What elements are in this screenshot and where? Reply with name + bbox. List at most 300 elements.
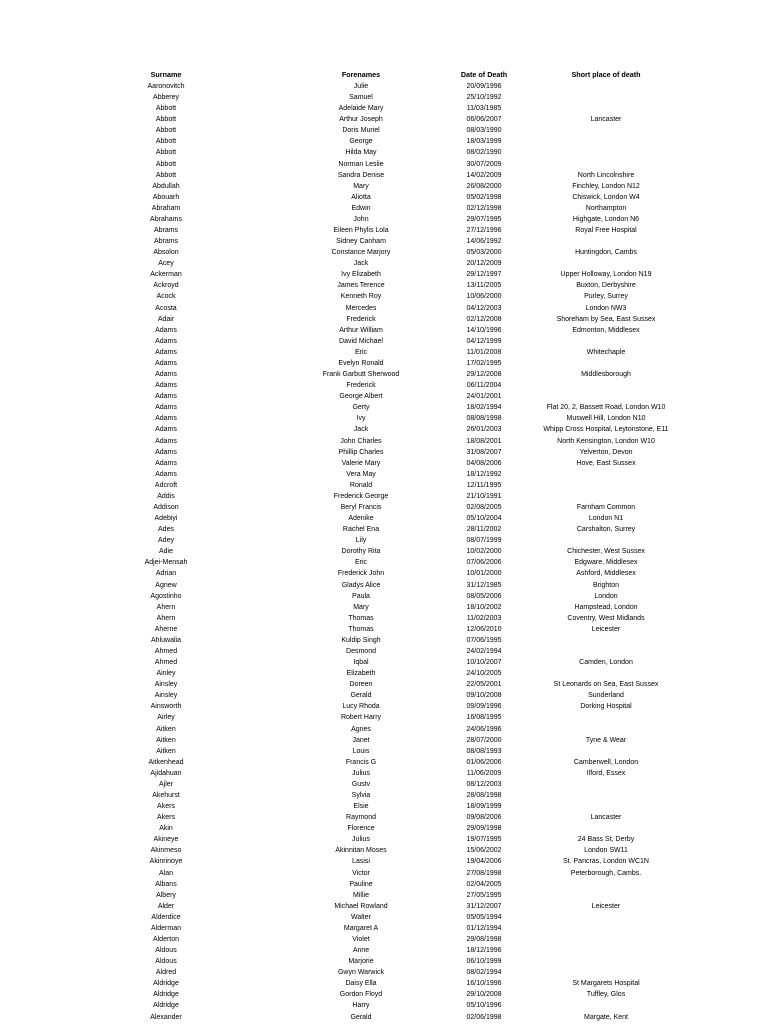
place-of-death-cell: Whitechaple xyxy=(586,348,626,356)
place-of-death-cell: Edgware, Middlesex xyxy=(574,559,638,567)
place-of-death-cell: Whipp Cross Hospital, Leytonstone, E11 xyxy=(543,426,669,434)
table-row xyxy=(0,347,768,358)
table-row xyxy=(0,402,768,413)
forenames-cell: Mary xyxy=(353,603,369,611)
table-row xyxy=(0,668,768,679)
date-of-death-cell: 30/07/2009 xyxy=(466,160,502,168)
forenames-cell: Desmond xyxy=(346,647,376,655)
table-row xyxy=(0,546,768,557)
table-row xyxy=(0,314,768,325)
table-row xyxy=(0,81,768,92)
place-of-death-cell: Margate, Kent xyxy=(584,1013,628,1021)
date-of-death-cell: 16/08/1995 xyxy=(466,714,502,722)
forenames-cell: Julie xyxy=(353,83,369,90)
surname-cell: Adams xyxy=(155,393,177,401)
forenames-cell: Gordon Floyd xyxy=(339,991,383,999)
date-of-death-cell: 07/06/2006 xyxy=(466,559,502,567)
surname-cell: Adams xyxy=(155,337,177,345)
date-of-death-cell: 18/08/2001 xyxy=(466,437,502,445)
surname-cell: Alan xyxy=(158,869,174,877)
table-body xyxy=(0,81,768,1023)
date-of-death-cell: 13/11/2005 xyxy=(466,282,502,290)
surname-cell: Abrams xyxy=(153,238,179,246)
date-of-death-cell: 31/12/2007 xyxy=(466,902,502,910)
date-of-death-cell: 18/10/2002 xyxy=(466,603,502,611)
forenames-cell: Edwin xyxy=(351,204,371,212)
table-row xyxy=(0,856,768,867)
date-of-death-cell: 21/10/1991 xyxy=(466,492,502,500)
surname-cell: Aitken xyxy=(156,736,176,744)
table-row xyxy=(0,735,768,746)
forenames-cell: Lily xyxy=(355,537,367,545)
surname-cell: Adams xyxy=(155,371,177,379)
date-of-death-cell: 18/09/1999 xyxy=(466,803,502,811)
forenames-cell: Ronald xyxy=(349,481,373,489)
surname-cell: Ajidahuan xyxy=(150,769,182,777)
forenames-cell: Violet xyxy=(352,936,370,944)
place-of-death-cell: Northampton xyxy=(585,204,627,212)
table-row xyxy=(0,912,768,923)
table-row xyxy=(0,845,768,856)
table-row xyxy=(0,978,768,989)
table-row xyxy=(0,181,768,192)
surname-cell: Aldous xyxy=(155,947,177,955)
date-of-death-cell: 11/01/2008 xyxy=(466,348,502,356)
forenames-cell: Dorothy Rita xyxy=(341,548,381,556)
date-of-death-cell: 22/05/2001 xyxy=(466,681,502,689)
place-of-death-cell: Muswell Hill, London N10 xyxy=(566,415,646,423)
date-of-death-cell: 31/12/1985 xyxy=(466,581,502,589)
place-of-death-cell: Lancaster xyxy=(590,116,622,124)
table-row xyxy=(0,269,768,280)
table-row xyxy=(0,646,768,657)
surname-cell: Albans xyxy=(155,880,177,888)
date-of-death-cell: 06/11/2004 xyxy=(466,382,502,390)
surname-cell: Ahern xyxy=(156,603,176,611)
forenames-cell: Adelaide Mary xyxy=(338,105,384,113)
date-of-death-cell: 14/10/1996 xyxy=(466,326,502,334)
table-row xyxy=(0,214,768,225)
forenames-cell: Mary xyxy=(353,182,369,190)
table-row xyxy=(0,380,768,391)
table-row xyxy=(0,491,768,502)
forenames-cell: Doris Muriel xyxy=(342,127,380,135)
forenames-cell: Adenike xyxy=(348,515,374,523)
table-row xyxy=(0,1000,768,1011)
table-row xyxy=(0,768,768,779)
date-of-death-cell: 08/02/1994 xyxy=(466,969,502,977)
surname-cell: Aldred xyxy=(155,969,177,977)
surname-cell: Adcroft xyxy=(154,481,178,489)
place-of-death-cell: Sunderland xyxy=(588,692,624,700)
table-row xyxy=(0,989,768,1000)
date-of-death-cell: 09/10/2008 xyxy=(466,692,502,700)
table-row xyxy=(0,170,768,181)
date-of-death-cell: 14/06/1992 xyxy=(466,238,502,246)
surname-cell: Aherne xyxy=(154,625,178,633)
place-of-death-cell: London N1 xyxy=(588,515,624,523)
table-row xyxy=(0,790,768,801)
forenames-cell: Hilda May xyxy=(345,149,377,157)
surname-cell: Ades xyxy=(158,526,174,534)
forenames-cell: Phillip Charles xyxy=(338,448,384,456)
table-row xyxy=(0,258,768,269)
place-of-death-cell: Finchley, London N12 xyxy=(572,182,640,190)
date-of-death-cell: 01/12/1994 xyxy=(466,924,502,932)
forenames-cell: Frederick xyxy=(346,382,376,390)
forenames-cell: Jack xyxy=(353,426,369,434)
table-row xyxy=(0,834,768,845)
forenames-cell: Arthur Joseph xyxy=(339,116,383,124)
forenames-cell: Gladys Alice xyxy=(341,581,381,589)
date-of-death-cell: 24/10/2005 xyxy=(466,670,502,678)
forenames-cell: Frederick John xyxy=(337,570,385,578)
place-of-death-cell: Yelverton, Devon xyxy=(579,448,633,456)
surname-cell: Adams xyxy=(155,448,177,456)
forenames-cell: Constance Marjory xyxy=(331,249,391,257)
surname-cell: Ackerman xyxy=(150,271,182,279)
table-row xyxy=(0,812,768,823)
date-of-death-cell: 09/08/2006 xyxy=(466,814,502,822)
forenames-cell: Sandra Denise xyxy=(337,171,385,179)
place-of-death-cell: Farnham Common xyxy=(576,503,636,511)
date-of-death-cell: 05/10/2004 xyxy=(466,515,502,523)
table-row xyxy=(0,291,768,302)
place-of-death-cell: Leicester xyxy=(591,902,621,910)
place-of-death-cell: Carshalton, Surrey xyxy=(576,526,636,534)
date-of-death-cell: 10/10/2007 xyxy=(466,659,502,667)
date-of-death-cell: 19/04/2006 xyxy=(466,858,502,866)
surname-cell: Acock xyxy=(156,293,176,301)
surname-header: Surname xyxy=(150,70,182,79)
date-of-death-cell: 29/10/2008 xyxy=(466,991,502,999)
date-of-death-cell: 31/08/2007 xyxy=(466,448,502,456)
table-row xyxy=(0,635,768,646)
place-of-death-cell: London SW11 xyxy=(584,847,628,855)
place-of-death-cell: Shoreham by Sea, East Sussex xyxy=(556,315,656,323)
date-of-death-cell: 20/09/1996 xyxy=(466,83,502,90)
date-of-death-cell: 12/06/2010 xyxy=(466,625,502,633)
date-of-death-cell: 05/02/1998 xyxy=(466,193,502,201)
forenames-cell: Gerald xyxy=(350,1013,372,1021)
place-of-death-cell: Tuffley, Glos xyxy=(586,991,626,999)
forenames-cell: Gerty xyxy=(352,404,370,412)
surname-cell: Adair xyxy=(157,315,175,323)
forenames-cell: Raymond xyxy=(346,814,376,822)
forenames-cell: Aliotta xyxy=(351,193,371,201)
table-row xyxy=(0,823,768,834)
table-row xyxy=(0,657,768,668)
surname-cell: Ajler xyxy=(158,780,174,788)
forenames-cell: Vera May xyxy=(346,470,376,478)
table-row xyxy=(0,458,768,469)
forenames-cell: Harry xyxy=(352,1002,370,1010)
forenames-cell: Elsie xyxy=(353,803,369,811)
surname-cell: Abrams xyxy=(153,227,179,235)
date-of-death-cell: 18/12/1996 xyxy=(466,947,502,955)
date-of-death-cell: 10/02/2000 xyxy=(466,548,502,556)
table-row xyxy=(0,436,768,447)
place-of-death-cell: Hove, East Sussex xyxy=(576,459,636,467)
surname-cell: Abbott xyxy=(155,171,177,179)
forenames-cell: Gustv xyxy=(351,780,371,788)
date-of-death-cell: 05/03/2000 xyxy=(466,249,502,257)
table-row xyxy=(0,325,768,336)
date-of-death-cell: 06/10/1999 xyxy=(466,958,502,966)
date-of-death-cell: 06/06/2007 xyxy=(466,116,502,124)
date-of-death-cell: 28/11/2002 xyxy=(466,526,502,534)
surname-cell: Agostinho xyxy=(150,592,182,600)
surname-cell: Aldridge xyxy=(153,980,179,988)
table-row xyxy=(0,192,768,203)
date-of-death-cell: 12/11/1995 xyxy=(466,481,502,489)
place-of-death-cell: Hampstead, London xyxy=(574,603,638,611)
table-row xyxy=(0,779,768,790)
place-of-death-cell: London xyxy=(594,592,618,600)
date-of-death-cell: 28/07/2000 xyxy=(466,736,502,744)
place-of-death-cell: Dorking Hospital xyxy=(580,703,632,711)
place-of-death-cell: Brighton xyxy=(592,581,620,589)
date-of-death-cell: 19/07/1995 xyxy=(466,836,502,844)
date-of-death-cell: 07/06/1995 xyxy=(466,636,502,644)
surname-cell: Aaronovitch xyxy=(147,83,185,90)
date-of-death-cell: 24/01/2001 xyxy=(466,393,502,401)
surname-cell: Adrian xyxy=(155,570,177,578)
place-of-death-cell: Tyne & Wear xyxy=(585,736,627,744)
forenames-cell: Frederick George xyxy=(333,492,389,500)
surname-cell: Aitken xyxy=(156,747,176,755)
date-of-death-cell: 29/07/1995 xyxy=(466,215,502,223)
forenames-cell: Marjorie xyxy=(348,958,374,966)
forenames-cell: Eric xyxy=(354,348,368,356)
place-of-death-cell: Highgate, London N6 xyxy=(572,215,640,223)
date-of-death-cell: 05/05/1994 xyxy=(466,913,502,921)
date-of-death-cell: 10/06/2000 xyxy=(466,293,502,301)
date-of-death-cell: 04/12/2003 xyxy=(466,304,502,312)
table-row xyxy=(0,358,768,369)
forenames-cell: Jack xyxy=(353,260,369,268)
surname-cell: Ainsley xyxy=(154,692,178,700)
table-row xyxy=(0,336,768,347)
table-row xyxy=(0,701,768,712)
forenames-cell: Millie xyxy=(353,891,369,899)
place-of-death-cell: Camden, London xyxy=(579,659,633,667)
forenames-cell: Julius xyxy=(352,769,370,777)
place-of-death-cell: Leicester xyxy=(591,625,621,633)
surname-cell: Absolon xyxy=(153,249,179,257)
table-row xyxy=(0,513,768,524)
date-of-death-cell: 02/12/1998 xyxy=(466,204,502,212)
date-of-death-cell: 15/06/2002 xyxy=(466,847,502,855)
table-row xyxy=(0,757,768,768)
surname-cell: Adams xyxy=(155,326,177,334)
table-row xyxy=(0,225,768,236)
forenames-cell: Eileen Phylis Lola xyxy=(333,227,389,235)
date-of-death-cell: 02/12/2008 xyxy=(466,315,502,323)
surname-cell: Abberey xyxy=(152,94,180,102)
forenames-cell: George Albert xyxy=(339,393,383,401)
date-of-death-cell: 28/08/1998 xyxy=(466,792,502,799)
table-row xyxy=(0,391,768,402)
surname-cell: Aldous xyxy=(155,958,177,966)
surname-cell: Akers xyxy=(157,803,175,811)
table-row xyxy=(0,125,768,136)
place-of-death-cell: 24 Bass St, Derby xyxy=(577,836,635,844)
table-row xyxy=(0,203,768,214)
table-row xyxy=(0,92,768,103)
forenames-cell: Robert Harry xyxy=(340,714,382,722)
forenames-cell: Evelyn Ronald xyxy=(338,359,384,367)
date-of-death-cell: 08/12/2003 xyxy=(466,780,502,788)
table-row xyxy=(0,624,768,635)
surname-cell: Ainsworth xyxy=(150,703,182,711)
date-of-death-cell: 14/02/2009 xyxy=(466,171,502,179)
table-row xyxy=(0,502,768,513)
table-row xyxy=(0,159,768,170)
forenames-cell: Pauline xyxy=(349,880,373,888)
forenames-cell: Arthur William xyxy=(339,326,383,334)
table-row xyxy=(0,303,768,314)
forenames-cell: Frank Garbutt Sherwood xyxy=(322,371,400,379)
date-of-death-cell: 29/09/1998 xyxy=(466,825,502,833)
forenames-cell: Frederick xyxy=(346,315,376,323)
place-of-death-cell: Camberwell, London xyxy=(573,758,639,766)
forenames-cell: Lucy Rhoda xyxy=(342,703,380,711)
forenames-cell: Louis xyxy=(352,747,370,755)
date-of-death-header: Date of Death xyxy=(460,70,508,79)
table-row xyxy=(0,447,768,458)
surname-cell: Aldridge xyxy=(153,991,179,999)
surname-cell: Adebiyi xyxy=(154,515,178,523)
surname-cell: Ackroyd xyxy=(153,282,179,290)
table-row xyxy=(0,147,768,158)
forenames-cell: David Michael xyxy=(339,337,383,345)
table-row xyxy=(0,568,768,579)
surname-cell: Akineye xyxy=(153,836,179,844)
surname-cell: Abbott xyxy=(155,127,177,135)
forenames-cell: Elizabeth xyxy=(346,670,376,678)
date-of-death-cell: 29/12/1997 xyxy=(466,271,502,279)
table-row xyxy=(0,280,768,291)
forenames-cell: Lasisi xyxy=(352,858,370,866)
forenames-cell: Kuldip Singh xyxy=(341,636,381,644)
forenames-cell: John Charles xyxy=(340,437,382,445)
place-of-death-cell: North Kensington, London W10 xyxy=(557,437,655,445)
table-row xyxy=(0,613,768,624)
place-of-death-header: Short place of death xyxy=(571,70,641,79)
date-of-death-cell: 10/01/2000 xyxy=(466,570,502,578)
forenames-cell: Gwyn Warwick xyxy=(337,969,385,977)
forenames-header: Forenames xyxy=(341,70,381,79)
surname-cell: Akinmeso xyxy=(150,847,182,855)
forenames-cell: Norman Leslie xyxy=(338,160,384,168)
forenames-cell: Paula xyxy=(352,592,370,600)
table-row xyxy=(0,1012,768,1023)
place-of-death-cell: Coventry, West Midlands xyxy=(567,614,645,622)
surname-cell: Albery xyxy=(156,891,176,899)
death-register-table xyxy=(0,69,768,1023)
forenames-cell: Sidney Canham xyxy=(336,238,386,246)
forenames-cell: Kenneth Roy xyxy=(340,293,382,301)
forenames-cell: Julius xyxy=(352,836,370,844)
place-of-death-cell: Middlesborough xyxy=(581,371,631,379)
place-of-death-cell: St. Pancras, London WC1N xyxy=(563,858,649,866)
forenames-cell: Beryl Francis xyxy=(340,503,382,511)
date-of-death-cell: 25/10/1992 xyxy=(466,94,502,102)
place-of-death-cell: Ilford, Essex xyxy=(586,769,626,777)
surname-cell: Ahluwalia xyxy=(151,636,181,644)
table-row xyxy=(0,114,768,125)
place-of-death-cell: Upper Holloway, London N19 xyxy=(560,271,652,279)
forenames-cell: Francis G xyxy=(345,758,377,766)
place-of-death-cell: Huntingdon, Cambs xyxy=(575,249,637,257)
surname-cell: Abouarh xyxy=(152,193,180,201)
table-row xyxy=(0,236,768,247)
table-row xyxy=(0,136,768,147)
table-row xyxy=(0,868,768,879)
place-of-death-cell: Lancaster xyxy=(590,814,622,822)
table-row xyxy=(0,934,768,945)
table-row xyxy=(0,967,768,978)
date-of-death-cell: 01/06/2006 xyxy=(466,758,502,766)
table-row xyxy=(0,103,768,114)
place-of-death-cell: London NW3 xyxy=(585,304,627,312)
surname-cell: Adams xyxy=(155,382,177,390)
forenames-cell: George xyxy=(349,138,373,146)
date-of-death-cell: 08/03/1990 xyxy=(466,127,502,135)
date-of-death-cell: 02/04/2005 xyxy=(466,880,502,888)
place-of-death-cell: Edmonton, Middlesex xyxy=(572,326,640,334)
surname-cell: Abbott xyxy=(155,138,177,146)
date-of-death-cell: 02/06/1998 xyxy=(466,1013,502,1021)
surname-cell: Adie xyxy=(158,548,174,556)
date-of-death-cell: 18/02/1994 xyxy=(466,404,502,412)
place-of-death-cell: St Margarets Hospital xyxy=(572,980,640,988)
surname-cell: Adams xyxy=(155,470,177,478)
table-row xyxy=(0,424,768,435)
forenames-cell: Doreen xyxy=(349,681,373,689)
table-row xyxy=(0,591,768,602)
date-of-death-cell: 11/06/2009 xyxy=(466,769,502,777)
surname-cell: Akers xyxy=(157,814,175,822)
surname-cell: Abrahams xyxy=(150,215,182,223)
forenames-cell: Iqbal xyxy=(353,659,369,667)
surname-cell: Aitken xyxy=(156,725,176,733)
forenames-cell: Thomas xyxy=(348,625,374,633)
table-row xyxy=(0,369,768,380)
surname-cell: Adams xyxy=(155,415,177,423)
date-of-death-cell: 05/10/1996 xyxy=(466,1002,502,1010)
surname-cell: Adams xyxy=(155,437,177,445)
date-of-death-cell: 16/10/1996 xyxy=(466,980,502,988)
table-row xyxy=(0,690,768,701)
date-of-death-cell: 08/02/1990 xyxy=(466,149,502,157)
place-of-death-cell: Chiswick, London W4 xyxy=(572,193,640,201)
forenames-cell: Margaret A xyxy=(343,924,379,932)
forenames-cell: Ivy xyxy=(356,415,366,423)
date-of-death-cell: 09/09/1996 xyxy=(466,703,502,711)
forenames-cell: Agnes xyxy=(351,725,371,733)
forenames-cell: Eric xyxy=(354,559,368,567)
forenames-cell: Samuel xyxy=(349,94,373,102)
table-row xyxy=(0,890,768,901)
surname-cell: Adams xyxy=(155,426,177,434)
surname-cell: Aldridge xyxy=(153,1002,179,1010)
table-header xyxy=(0,69,768,81)
forenames-cell: Mercedes xyxy=(345,304,377,312)
surname-cell: Ainsley xyxy=(154,681,178,689)
surname-cell: Abbott xyxy=(155,160,177,168)
